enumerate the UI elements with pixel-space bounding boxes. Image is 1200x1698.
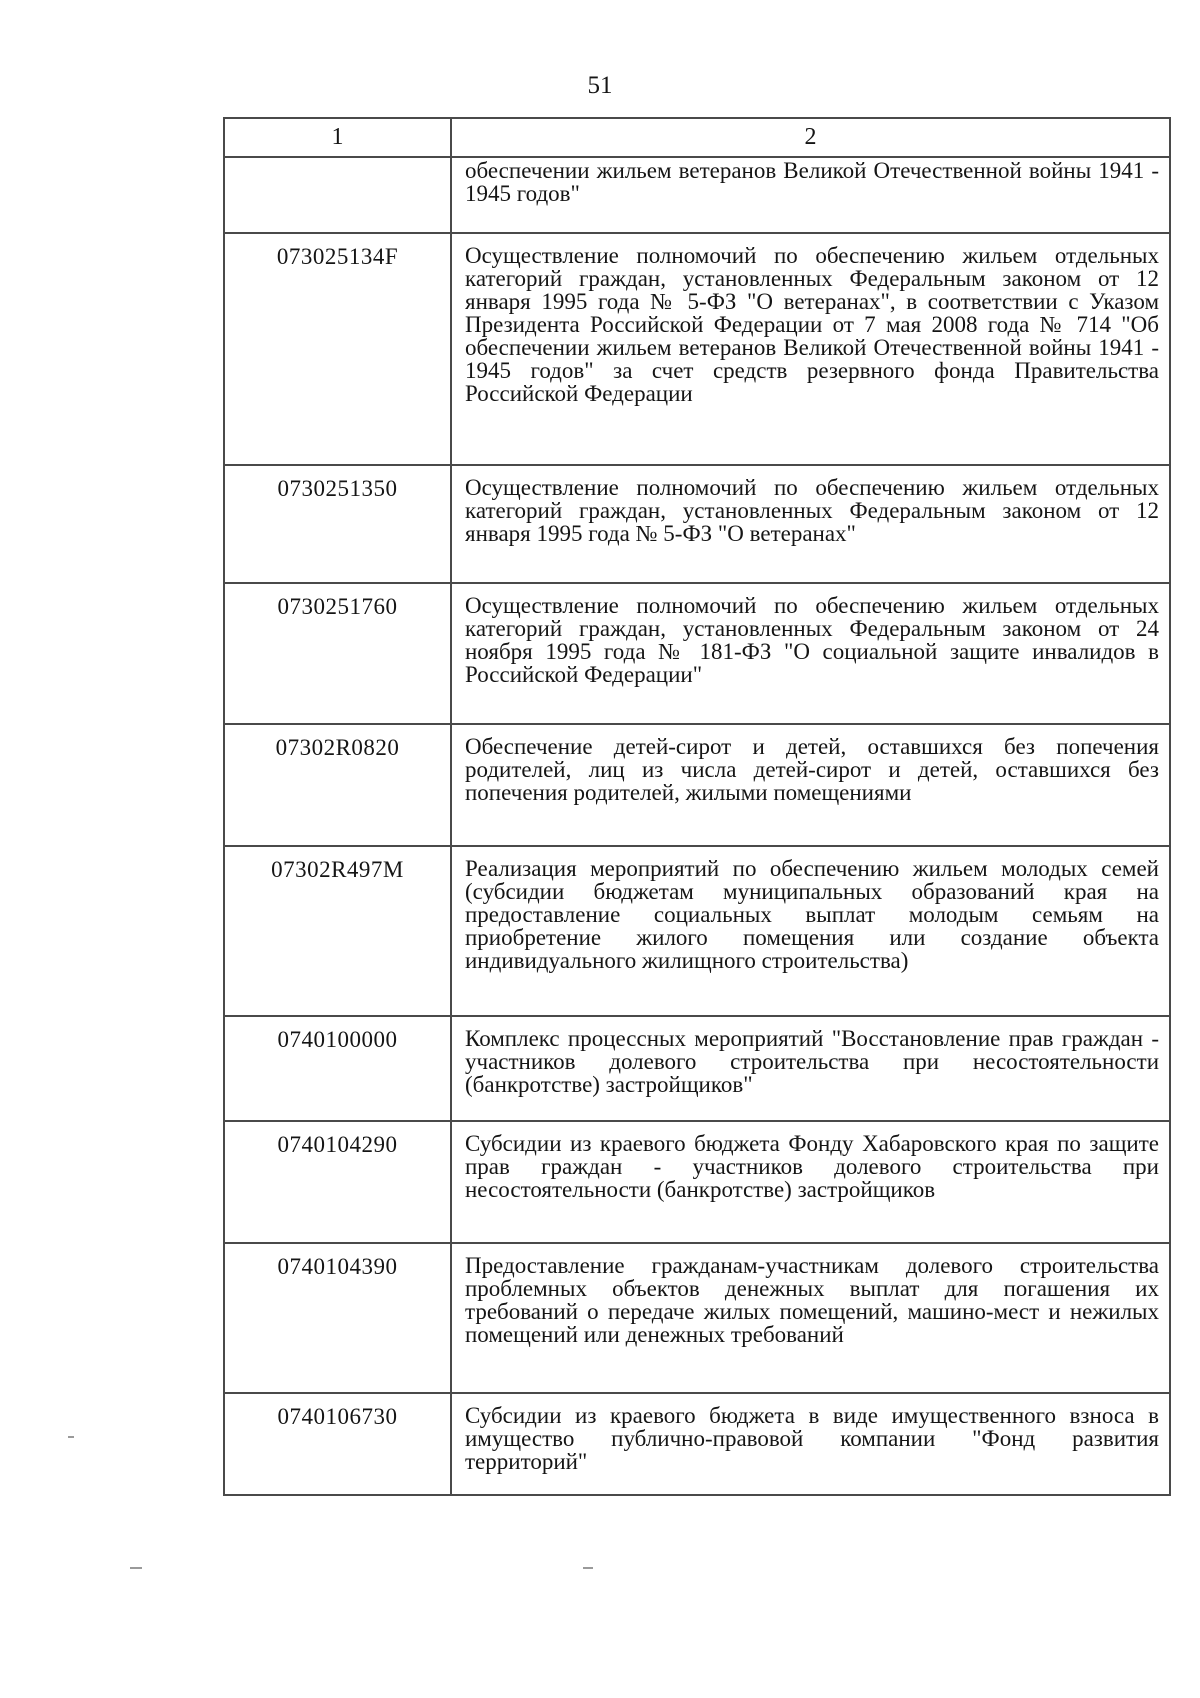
row-code bbox=[224, 157, 451, 233]
row-description: Субсидии из краевого бюджета в виде имущественного взноса в имущество публично-правовой компании "Фонд развития территорий" bbox=[451, 1393, 1170, 1495]
table-row bbox=[224, 465, 1170, 583]
row-description: Осуществление полномочий по обеспечению жильем отдельных категорий граждан, установленных Федеральным законом от 24 ноября 1995 года № 181-ФЗ "О социальной защите инвалидов в Российской Федерации" bbox=[451, 583, 1170, 724]
page-number: 51 bbox=[587, 72, 613, 99]
row-description: Осуществление полномочий по обеспечению жильем отдельных категорий граждан, установленных Федеральным законом от 12 января 1995 года № 5-ФЗ "О ветеранах", в соответствии с Указом Президента Российской Федерации от 7 мая 2008 года № 714 "Об обеспечении жильем ветеранов Великой Отечественной войны 1941 - 1945 годов" за счет средств резервного фонда Правительства Российской Федерации bbox=[451, 233, 1170, 465]
table-row bbox=[224, 1016, 1170, 1121]
table-row bbox=[224, 846, 1170, 1016]
table-header-row bbox=[224, 118, 1170, 157]
scan-speck bbox=[130, 1567, 142, 1569]
table-row bbox=[224, 1243, 1170, 1393]
column-header-1: 1 bbox=[224, 118, 451, 157]
table-row bbox=[224, 1393, 1170, 1495]
row-code: 0730251350 bbox=[224, 465, 451, 583]
row-description: обеспечении жильем ветеранов Великой Отечественной войны 1941 - 1945 годов" bbox=[451, 157, 1170, 233]
row-description: Осуществление полномочий по обеспечению жильем отдельных категорий граждан, установленных Федеральным законом от 12 января 1995 года № 5-ФЗ "О ветеранах" bbox=[451, 465, 1170, 583]
row-description: Комплекс процессных мероприятий "Восстановление прав граждан - участников долевого строительства при несостоятельности (банкротстве) застройщиков" bbox=[451, 1016, 1170, 1121]
column-header-2: 2 bbox=[451, 118, 1170, 157]
table-row bbox=[224, 583, 1170, 724]
table-row bbox=[224, 233, 1170, 465]
row-code: 07302R497M bbox=[224, 846, 451, 1016]
row-code: 0730251760 bbox=[224, 583, 451, 724]
table-row bbox=[224, 1121, 1170, 1243]
row-code: 0740100000 bbox=[224, 1016, 451, 1121]
budget-code-table bbox=[223, 117, 1171, 1496]
row-code: 0740106730 bbox=[224, 1393, 451, 1495]
row-code: 0740104390 bbox=[224, 1243, 451, 1393]
table-row bbox=[224, 157, 1170, 233]
row-code: 073025134F bbox=[224, 233, 451, 465]
row-description: Обеспечение детей-сирот и детей, оставшихся без попечения родителей, лиц из числа детей-сирот и детей, оставшихся без попечения родителей, жилыми помещениями bbox=[451, 724, 1170, 846]
table-row bbox=[224, 724, 1170, 846]
row-code: 0740104290 bbox=[224, 1121, 451, 1243]
scan-speck bbox=[583, 1567, 593, 1569]
row-description: Реализация мероприятий по обеспечению жильем молодых семей (субсидии бюджетам муниципальных образований края на предоставление социальных выплат молодым семьям на приобретение жилого помещения или создание объекта индивидуального жилищного строительства) bbox=[451, 846, 1170, 1016]
scan-speck bbox=[68, 1436, 74, 1438]
row-code: 07302R0820 bbox=[224, 724, 451, 846]
row-description: Предоставление гражданам-участникам долевого строительства проблемных объектов денежных выплат для погашения их требований о передаче жилых помещений, машино-мест и нежилых помещений или денежных требований bbox=[451, 1243, 1170, 1393]
row-description: Субсидии из краевого бюджета Фонду Хабаровского края по защите прав граждан - участников долевого строительства при несостоятельности (банкротстве) застройщиков bbox=[451, 1121, 1170, 1243]
